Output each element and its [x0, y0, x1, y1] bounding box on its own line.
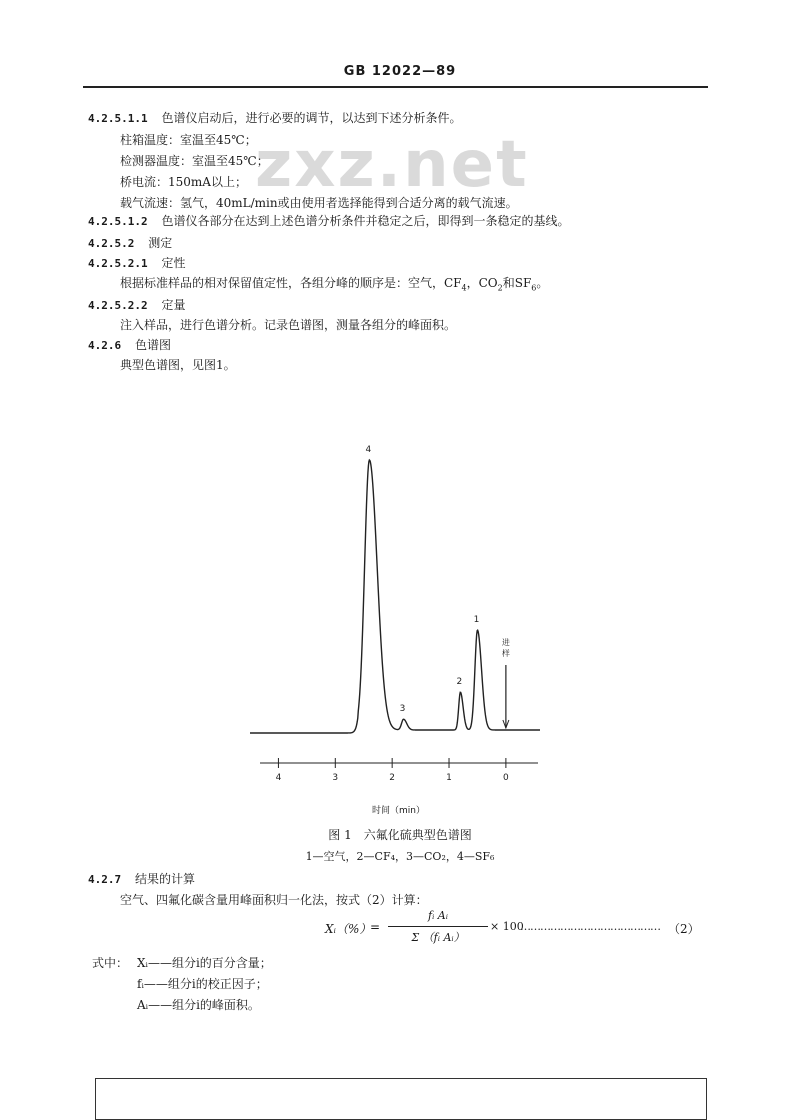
section-number: 4.2.5.1.1 [88, 112, 148, 125]
x-tick-label: 3 [332, 773, 339, 783]
peak-label-2: 2 [456, 677, 463, 688]
x-tick-label: 1 [446, 773, 452, 783]
section-4-2-5-1-1 [88, 109, 461, 126]
header-rule [83, 86, 708, 88]
section-text: 色谱仪启动后，进行必要的调节，以达到下述分析条件。 [161, 111, 462, 125]
section-text: 定性 [161, 256, 186, 270]
x-axis-label: 时间（min） [372, 806, 425, 816]
condition-column-temp: 柱箱温度：室温至45℃； [120, 133, 257, 147]
section-number: 4.2.5.2 [88, 237, 135, 250]
quantitative-body: 注入样品，进行色谱分析。记录色谱图，测量各组分的峰面积。 [120, 318, 457, 332]
peak-label-3: 3 [399, 704, 406, 715]
chromatogram-trace [250, 460, 540, 733]
formula-denominator: Σ （fᵢ Aᵢ） [411, 931, 465, 944]
fraction-bar [388, 926, 488, 927]
condition-bridge-current: 桥电流：150mA以上； [120, 175, 247, 189]
figure-caption: 图 1 六氟化硫典型色谱图 [328, 828, 472, 842]
section-text: 色谱图 [134, 338, 171, 352]
peak-label-4: 4 [365, 445, 372, 455]
x-tick-label: 4 [275, 773, 282, 783]
injection-label: 进 [501, 638, 510, 647]
section-4-2-5-2-2 [88, 296, 185, 313]
figure-legend: 1—空气，2—CF₄，3—CO₂，4—SF₆ [305, 850, 495, 863]
section-4-2-5-2-1 [88, 254, 185, 271]
section-text: 定量 [161, 298, 186, 312]
section-number: 4.2.5.1.2 [88, 215, 148, 228]
formula-equals: = [370, 920, 381, 934]
section-text: 色谱仪各部分在达到上述色谱分析条件并稳定之后，即得到一条稳定的基线。 [161, 214, 570, 228]
formula-times: × 100 [490, 920, 524, 933]
condition-carrier-flow: 载气流速：氢气，40mL/min或由使用者选择能得到合适分离的载气流速。 [120, 196, 518, 210]
section-4-2-6 [88, 336, 171, 353]
formula-leader-dots: …………………………………… [520, 920, 660, 933]
formula-numerator: fᵢ Aᵢ [428, 909, 448, 922]
section-text: 结果的计算 [134, 872, 195, 886]
where-x: Xᵢ——组分i的百分含量； [137, 956, 272, 970]
section-number: 4.2.5.2.2 [88, 299, 148, 312]
x-tick-label: 2 [389, 773, 396, 783]
chromatogram-figure [250, 425, 550, 825]
where-a: Aᵢ——组分i的峰面积。 [137, 998, 260, 1012]
formula-lhs: Xᵢ（%） [325, 922, 372, 936]
condition-detector-temp: 检测器温度：室温至45℃； [120, 154, 269, 168]
bottom-frame [95, 1078, 707, 1120]
section-text: 测定 [148, 236, 173, 250]
section-number: 4.2.7 [88, 873, 122, 886]
where-f: fᵢ——组分i的校正因子； [137, 977, 268, 991]
section-4-2-7 [88, 870, 195, 887]
section-4-2-5-1-2 [88, 212, 569, 229]
equation-number: （2） [668, 922, 700, 936]
peak-label-1: 1 [473, 615, 480, 626]
section-number: 4.2.5.2.1 [88, 257, 148, 270]
chromatogram-ref: 典型色谱图，见图1。 [120, 358, 236, 372]
watermark: zxz.net [255, 128, 529, 202]
section-4-2-5-2 [88, 234, 172, 251]
x-tick-label: 0 [503, 773, 509, 783]
chromatogram-layer [250, 445, 540, 783]
injection-label: 样 [501, 649, 510, 658]
standard-code: GB 12022—89 [343, 64, 457, 79]
where-intro: 式中： [92, 956, 129, 970]
section-number: 4.2.6 [88, 339, 122, 352]
qualitative-body: 根据标准样品的相对保留值定性，各组分峰的顺序是：空气，$CF_4$，$CO_2$和$SF_6$。 [120, 276, 549, 293]
calculation-body: 空气、四氟化碳含量用峰面积归一化法，按式（2）计算： [120, 893, 428, 907]
